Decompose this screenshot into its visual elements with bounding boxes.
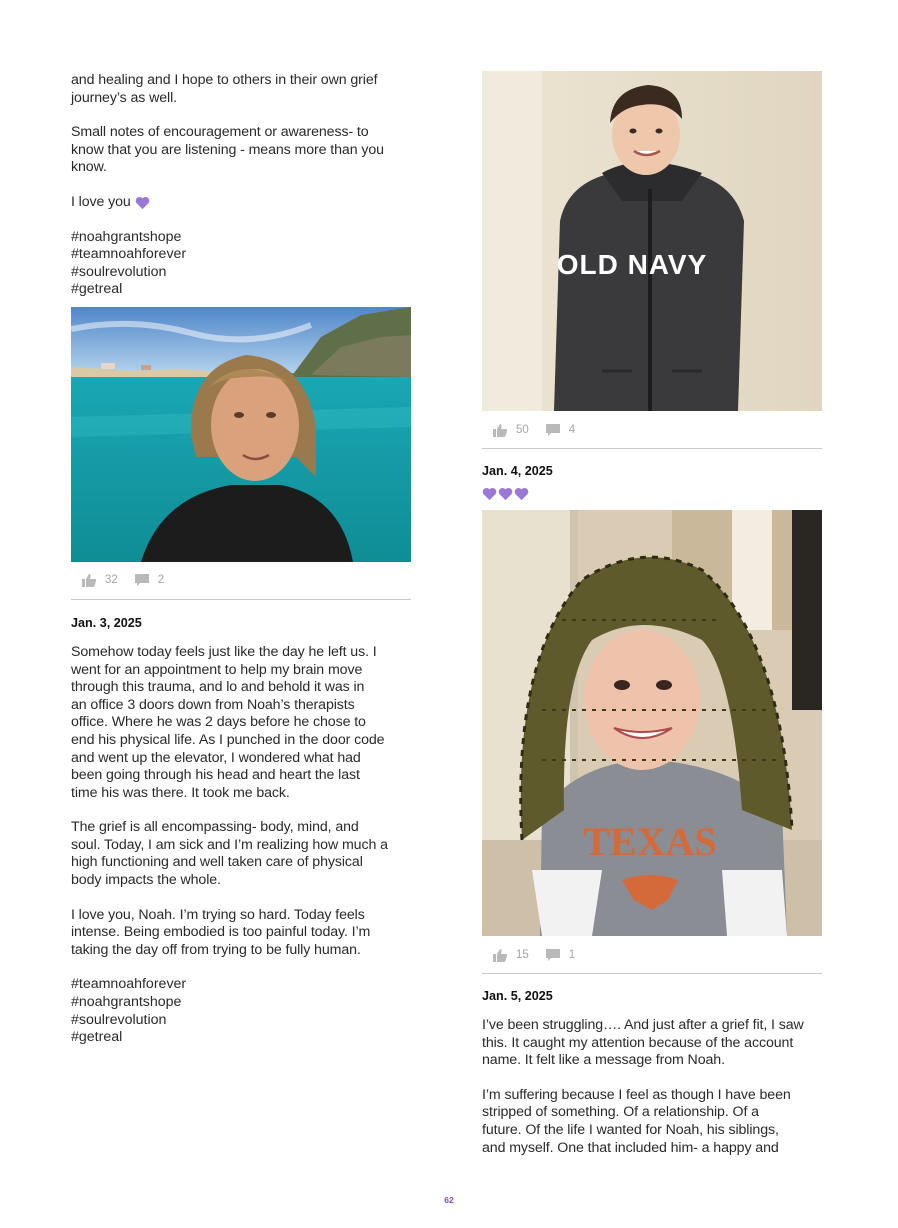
- likes-count: 32: [105, 574, 118, 587]
- post-paragraph: I’ve been struggling…. And just after a grief fit, I saw this. It caught my attention because of the account name. It felt like a message from Noah.: [482, 1017, 804, 1069]
- purple-heart-icon: [482, 487, 497, 501]
- hashtag[interactable]: #teamnoahforever: [71, 976, 187, 993]
- right-column: [482, 71, 822, 1174]
- post-paragraph: Somehow today feels just like the day he left us. I went for an appointment to help my brain move through this trauma, and lo and behold it was in an office 3 doors down from Noah’s therapists office. Where he was 2 days before he chose to end his physical life. As I punched in the door code and went up the elevator, I wondered what had been going through his head and heart the last time his was there. It took me back.: [71, 643, 385, 801]
- hashtags-list: [71, 976, 411, 1046]
- post-date: Jan. 4, 2025: [482, 464, 553, 478]
- purple-heart-icon: [514, 487, 529, 501]
- hashtag[interactable]: #noahgrantshope: [71, 228, 182, 245]
- hearts-row: [482, 487, 822, 501]
- photo-boy-in-hoodie[interactable]: [482, 71, 822, 411]
- purple-heart-icon: [135, 196, 150, 210]
- thumbs-up-icon[interactable]: [492, 948, 508, 962]
- comments-count: 4: [568, 423, 576, 436]
- post-paragraph: The grief is all encompassing- body, mind, and soul. Today, I am sick and I’m realizing how much a high functioning and well taken care of physical body impacts the whole.: [71, 819, 388, 889]
- post-stats-bar: [482, 411, 822, 449]
- comments-count: 2: [157, 574, 165, 587]
- post-jan-3: [71, 616, 411, 1047]
- sea-photo-image: [71, 307, 411, 562]
- photo-boy-at-sea[interactable]: [71, 307, 411, 562]
- purple-heart-icon: [498, 487, 513, 501]
- post-date: Jan. 3, 2025: [71, 615, 142, 630]
- likes-count: 50: [516, 423, 529, 436]
- hashtag[interactable]: #teamnoahforever: [71, 246, 187, 263]
- shirt-text: TEXAS: [583, 819, 717, 864]
- post-paragraph: I love you, Noah. I’m trying so hard. Today feels intense. Being embodied is too painful today. I’m taking the day off from trying to be fully human.: [71, 906, 371, 958]
- scarf-photo-image: [482, 510, 822, 936]
- hashtag[interactable]: #getreal: [71, 281, 123, 298]
- intro-paragraph: and healing and I hope to others in their own grief journey’s as well.: [71, 72, 378, 106]
- comment-icon[interactable]: [545, 423, 561, 437]
- hashtag[interactable]: #soulrevolution: [71, 263, 167, 280]
- thumbs-up-icon[interactable]: [492, 423, 508, 437]
- page-number: 62: [444, 1195, 454, 1205]
- hashtags-list: [71, 229, 411, 299]
- love-line: I love you: [71, 194, 411, 212]
- photo-child-with-scarf[interactable]: [482, 510, 822, 936]
- post-stats-bar: [482, 936, 822, 974]
- post-jan-4: [482, 464, 822, 974]
- hashtag[interactable]: #noahgrantshope: [71, 994, 182, 1011]
- comment-icon[interactable]: [545, 948, 561, 962]
- post-paragraph: I’m suffering because I feel as though I have been stripped of something. Of a relationship. Of a future. Of the life I wanted for Noah, his siblings, and myself. One that included him- a happy and: [482, 1086, 791, 1156]
- left-column: [71, 72, 411, 1047]
- post-date: Jan. 5, 2025: [482, 989, 553, 1003]
- hashtag[interactable]: #soulrevolution: [71, 1011, 167, 1028]
- hoodie-photo-image: [482, 71, 822, 411]
- likes-count: 15: [516, 948, 529, 961]
- comment-icon[interactable]: [134, 573, 150, 587]
- hoodie-text: OLD NAVY: [556, 249, 708, 280]
- post-jan-5: [482, 989, 822, 1157]
- comments-count: 1: [568, 948, 576, 961]
- thumbs-up-icon[interactable]: [81, 573, 97, 587]
- encouragement-paragraph: Small notes of encouragement or awareness- to know that you are listening - means more than you know.: [71, 124, 384, 176]
- post-stats-bar: [71, 562, 411, 600]
- hashtag[interactable]: #getreal: [71, 1029, 123, 1046]
